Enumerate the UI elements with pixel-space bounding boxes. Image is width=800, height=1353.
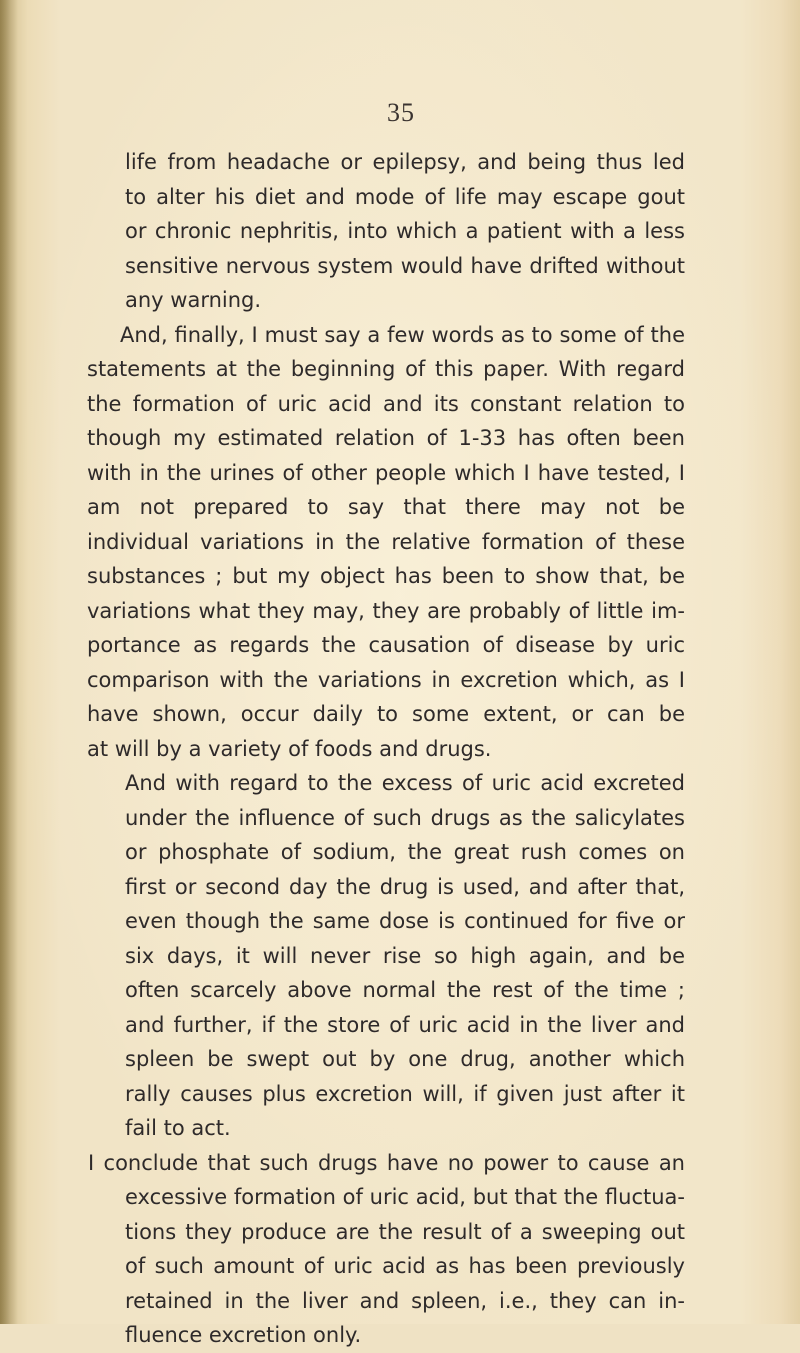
text-line: individual variations in the relative formation of these xyxy=(87,529,685,554)
page-number: 35 xyxy=(387,98,415,127)
text-line: rally causes plus excretion will, if given just after it xyxy=(125,1081,685,1106)
text-line: statements at the beginning of this paper. With regard xyxy=(87,357,685,381)
text-line: variations what they may, they are probably of little im- xyxy=(87,598,685,623)
text-line: the formation of uric acid and its constant relation to xyxy=(87,391,685,416)
text-line: six days, it will never rise so high again, and be xyxy=(125,943,685,968)
text-line: And with regard to the excess of uric acid excreted xyxy=(125,771,685,795)
text-line: I conclude that such drugs have no power to cause an xyxy=(88,1150,685,1175)
text-line: under the influence of such drugs as the salicylates xyxy=(125,805,685,830)
text-line: or chronic nephritis, into which a patient with a less xyxy=(125,219,685,243)
text-line: often scarcely above normal the rest of the time ; xyxy=(125,978,685,1002)
text-line: tions they produce are the result of a sweeping out xyxy=(125,1219,685,1244)
text-line: at will by a variety of foods and drugs. xyxy=(87,736,492,761)
text-line: spleen be swept out by one drug, another which xyxy=(125,1047,685,1071)
text-line: to alter his diet and mode of life may escape gout xyxy=(125,184,685,209)
text-line: even though the same dose is continued for five or xyxy=(125,909,685,933)
text-line: retained in the liver and spleen, i.e., they can in- xyxy=(125,1288,685,1313)
text-line: fluence excretion only. xyxy=(125,1323,362,1347)
text-line: substances ; but my object has been to show that, be xyxy=(87,564,685,588)
text-line: first or second day the drug is used, and after that, xyxy=(125,874,685,899)
text-line: sensitive nervous system would have drifted without xyxy=(125,253,685,278)
text-line: and further, if the store of uric acid in the liver and xyxy=(125,1012,685,1037)
text-line: portance as regards the causation of disease by uric xyxy=(87,633,685,657)
text-line: have shown, occur daily to some extent, or can be xyxy=(87,702,685,726)
text-line: am not prepared to say that there may not be xyxy=(87,495,685,519)
text-line: life from headache or epilepsy, and being thus led xyxy=(125,150,685,174)
text-line: fail to act. xyxy=(125,1116,231,1140)
text-line: any warning. xyxy=(125,288,262,312)
text-line: with in the urines of other people which I have tested, I xyxy=(87,460,685,485)
text-line: And, finally, I must say a few words as to some of the xyxy=(120,322,685,347)
text-line: though my estimated relation of 1-33 has often been xyxy=(87,426,685,450)
text-line: or phosphate of sodium, the great rush comes on xyxy=(125,840,685,864)
binding-shadow xyxy=(0,0,18,1324)
text-line: of such amount of uric acid as has been previously xyxy=(125,1254,685,1278)
text-line: comparison with the variations in excretion which, as I xyxy=(87,667,685,692)
text-line: excessive formation of uric acid, but that the fluctua- xyxy=(125,1185,685,1209)
